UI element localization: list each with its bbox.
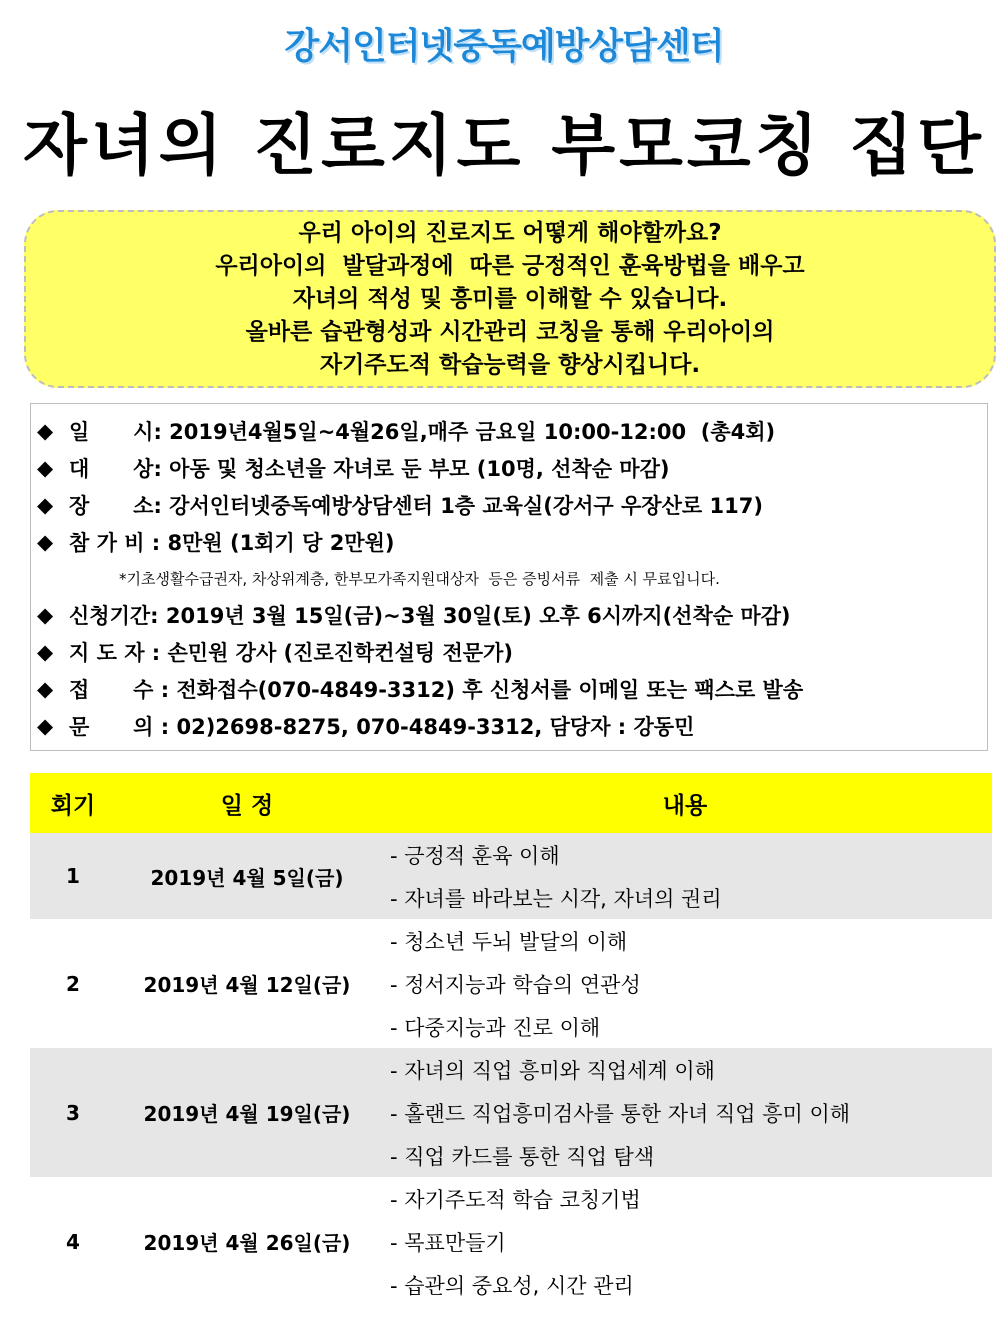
info-value: : 전화접수(070-4849-3312) 후 신청서를 이메일 또는 팩스로 발송 — [153, 677, 804, 702]
info-row-schedule — [37, 412, 987, 449]
session-date: 2019년 4월 12일(금) — [143, 973, 351, 997]
intro-line: 자기주도적 학습능력을 향상시킵니다. — [319, 351, 701, 378]
info-label: 일 시 — [69, 419, 154, 444]
session-number: 2 — [66, 971, 80, 996]
content-item: - 다중지능과 진로 이해 — [390, 1015, 601, 1040]
diamond-bullet-icon: ◆ — [37, 455, 54, 480]
table-row — [30, 833, 992, 919]
intro-line: 올바른 습관형성과 시간관리 코칭을 통해 우리아이의 — [245, 318, 775, 345]
content-item: - 목표만들기 — [390, 1230, 506, 1255]
table-row — [30, 1048, 992, 1177]
content-item: - 정서지능과 학습의 연관성 — [390, 972, 641, 997]
session-content — [378, 1048, 992, 1177]
intro-line: 자녀의 적성 및 흥미를 이해할 수 있습니다. — [292, 285, 728, 312]
info-row-fee — [37, 523, 987, 560]
info-label: 신청기간 — [69, 603, 151, 628]
diamond-bullet-icon: ◆ — [37, 713, 54, 738]
info-label: 문 의 — [69, 714, 154, 739]
content-item: - 자녀의 직업 흥미와 직업세계 이해 — [390, 1058, 715, 1083]
info-value: : 8만원 (1회기 당 2만원) — [144, 530, 395, 555]
content-item: - 자녀를 바라보는 시각, 자녀의 권리 — [390, 886, 722, 911]
intro-box — [24, 210, 996, 388]
diamond-bullet-icon: ◆ — [37, 529, 54, 554]
info-row-instructor — [37, 633, 987, 670]
info-label: 장 소 — [69, 493, 154, 518]
fee-waiver-note: *기초생활수급권자, 차상위계층, 한부모가족지원대상자 등은 증빙서류 제출 시 무료입니다. — [119, 569, 720, 588]
session-number: 3 — [30, 1048, 116, 1177]
diamond-bullet-icon: ◆ — [37, 418, 54, 443]
info-row-target — [37, 449, 987, 486]
program-info-box — [30, 403, 988, 751]
session-number: 4 — [66, 1229, 80, 1254]
page-title: 자녀의 진로지도 부모코칭 집단 — [23, 107, 985, 184]
info-value: : 아동 및 청소년을 자녀로 둔 부모 (10명, 선착순 마감) — [153, 456, 670, 481]
info-label: 대 상 — [69, 456, 154, 481]
intro-line: 우리 아이의 진로지도 어떻게 해야할까요? — [298, 219, 722, 246]
info-value: : 2019년4월5일~4월26일,매주 금요일 10:00-12:00 (총4회) — [153, 419, 776, 444]
session-content — [378, 919, 992, 1048]
session-number: 1 — [30, 833, 116, 919]
diamond-bullet-icon: ◆ — [37, 639, 54, 664]
content-item: - 홀랜드 직업흥미검사를 통한 자녀 직업 흥미 이해 — [390, 1101, 851, 1126]
session-date: 2019년 4월 5일(금) — [116, 833, 378, 919]
info-row-location — [37, 486, 987, 523]
info-value: : 02)2698-8275, 070-4849-3312, 담당자 : 강동민 — [153, 714, 695, 739]
schedule-header-row — [30, 773, 992, 833]
session-date: 2019년 4월 19일(금) — [116, 1048, 378, 1177]
content-item: - 긍정적 훈육 이해 — [390, 843, 560, 868]
intro-line: 우리아이의 발달과정에 따른 긍정적인 훈육방법을 배우고 — [215, 252, 805, 279]
organization-name: 강서인터넷중독예방상담센터 — [284, 26, 724, 67]
table-row — [30, 1177, 992, 1306]
column-header-session: 회기 — [30, 773, 116, 833]
content-item: - 청소년 두뇌 발달의 이해 — [390, 929, 628, 954]
diamond-bullet-icon: ◆ — [37, 492, 54, 517]
schedule-table — [30, 773, 992, 1306]
content-item: - 직업 카드를 통한 직업 탐색 — [390, 1144, 655, 1169]
info-row-registration — [37, 670, 987, 707]
session-content — [378, 833, 992, 919]
info-label: 지 도 자 — [69, 640, 145, 665]
content-item: - 습관의 중요성, 시간 관리 — [390, 1273, 634, 1298]
diamond-bullet-icon: ◆ — [37, 676, 54, 701]
column-header-content: 내용 — [378, 773, 992, 833]
info-row-inquiry — [37, 707, 987, 744]
session-content — [378, 1177, 992, 1306]
session-date: 2019년 4월 26일(금) — [143, 1231, 351, 1255]
column-header-date: 일 정 — [116, 773, 378, 833]
info-value: : 손민원 강사 (진로진학컨설팅 전문가) — [144, 640, 513, 665]
table-row — [30, 919, 992, 1048]
info-value: : 2019년 3월 15일(금)~3월 30일(토) 오후 6시까지(선착순 마감) — [150, 603, 791, 628]
info-label: 참 가 비 — [69, 530, 145, 555]
content-item: - 자기주도적 학습 코칭기법 — [390, 1187, 641, 1212]
diamond-bullet-icon: ◆ — [37, 602, 54, 627]
info-row-application-period — [37, 596, 987, 633]
info-label: 접 수 — [69, 677, 154, 702]
info-value: : 강서인터넷중독예방상담센터 1층 교육실(강서구 우장산로 117) — [153, 493, 763, 518]
